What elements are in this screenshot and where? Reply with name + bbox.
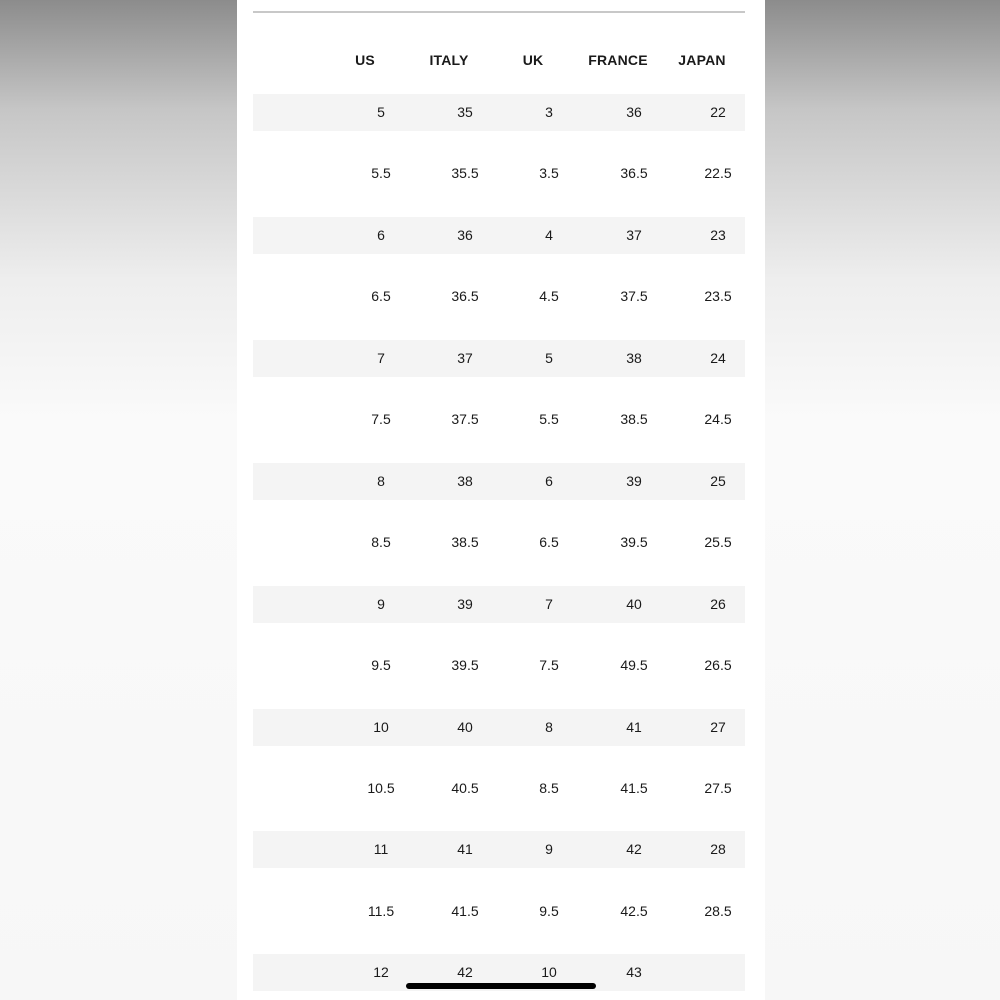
cell-uk: 7 — [545, 595, 553, 612]
cell-france: 38 — [626, 349, 642, 366]
cell-uk: 8.5 — [539, 779, 559, 796]
table-row — [253, 709, 745, 746]
cell-uk: 3 — [545, 104, 553, 120]
cell-us: 9.5 — [371, 657, 391, 674]
cell-italy: 37 — [457, 349, 473, 366]
cell-france: 42 — [626, 841, 642, 858]
cell-japan: 24.5 — [704, 411, 732, 428]
cell-france: 36.5 — [620, 165, 648, 182]
cell-italy: 40.5 — [451, 779, 479, 796]
cell-uk: 9.5 — [539, 902, 559, 919]
cell-japan: 27 — [710, 718, 726, 735]
cell-italy: 36 — [457, 226, 473, 243]
cell-japan: 23.5 — [704, 288, 732, 305]
cell-uk: 5.5 — [539, 411, 559, 428]
cell-us: 7.5 — [371, 411, 391, 428]
cell-us: 7 — [377, 349, 385, 366]
home-indicator[interactable] — [406, 983, 596, 989]
cell-japan: 23 — [710, 226, 726, 243]
table-row — [253, 401, 745, 438]
column-header-italy: ITALY — [429, 52, 469, 68]
column-header-uk: UK — [522, 52, 544, 68]
size-table-body — [253, 94, 745, 994]
cell-italy: 35 — [457, 104, 473, 120]
cell-us: 10 — [373, 718, 389, 735]
cell-italy: 39 — [457, 595, 473, 612]
cell-france: 41.5 — [620, 779, 648, 796]
table-row — [253, 217, 745, 254]
table-row — [253, 340, 745, 377]
cell-italy: 42 — [457, 964, 473, 981]
cell-france: 38.5 — [620, 411, 648, 428]
top-divider — [253, 11, 745, 13]
cell-france: 49.5 — [620, 657, 648, 674]
cell-us: 9 — [377, 595, 385, 612]
cell-uk: 8 — [545, 718, 553, 735]
cell-uk: 9 — [545, 841, 553, 858]
cell-us: 6.5 — [371, 288, 391, 305]
cell-japan: 26 — [710, 595, 726, 612]
cell-france: 42.5 — [620, 902, 648, 919]
cell-uk: 7.5 — [539, 657, 559, 674]
cell-uk: 10 — [541, 964, 557, 981]
cell-japan: 27.5 — [704, 779, 732, 796]
table-row — [253, 155, 745, 192]
table-row — [253, 893, 745, 930]
cell-us: 8 — [377, 472, 385, 489]
cell-us: 10.5 — [367, 779, 395, 796]
cell-italy: 38 — [457, 472, 473, 489]
cell-france: 43 — [626, 964, 642, 981]
cell-us: 6 — [377, 226, 385, 243]
cell-japan: 28.5 — [704, 902, 732, 919]
cell-uk: 5 — [545, 349, 553, 366]
cell-us: 8.5 — [371, 534, 391, 551]
cell-france: 37.5 — [620, 288, 648, 305]
cell-france: 39 — [626, 472, 642, 489]
cell-uk: 6.5 — [539, 534, 559, 551]
cell-japan: 24 — [710, 349, 726, 366]
cell-uk: 4.5 — [539, 288, 559, 305]
cell-france: 36 — [626, 104, 642, 120]
table-row — [253, 463, 745, 500]
cell-us: 11 — [373, 841, 389, 858]
cell-japan: 22.5 — [704, 165, 732, 182]
cell-uk: 4 — [545, 226, 553, 243]
cell-japan: 25.5 — [704, 534, 732, 551]
cell-italy: 41.5 — [451, 902, 479, 919]
table-row — [253, 831, 745, 868]
cell-italy: 39.5 — [451, 657, 479, 674]
cell-us: 11.5 — [367, 902, 395, 919]
table-row — [253, 278, 745, 315]
cell-uk: 6 — [545, 472, 553, 489]
cell-italy: 40 — [457, 718, 473, 735]
cell-italy: 41 — [457, 841, 473, 858]
cell-us: 5.5 — [371, 165, 391, 182]
size-chart-screen — [237, 0, 765, 1000]
table-row — [253, 94, 745, 131]
cell-us: 12 — [373, 964, 389, 981]
cell-italy: 38.5 — [451, 534, 479, 551]
cell-japan: 26.5 — [704, 657, 732, 674]
cell-italy: 36.5 — [451, 288, 479, 305]
table-header — [237, 46, 765, 74]
cell-france: 40 — [626, 595, 642, 612]
cell-france: 39.5 — [620, 534, 648, 551]
table-row — [253, 770, 745, 807]
background-right — [765, 0, 1000, 1000]
table-row — [253, 586, 745, 623]
cell-japan: 28 — [710, 841, 726, 858]
table-row — [253, 647, 745, 684]
background-left — [0, 0, 237, 1000]
cell-italy: 37.5 — [451, 411, 479, 428]
column-header-japan: JAPAN — [678, 52, 726, 68]
cell-japan: 22 — [710, 104, 726, 120]
cell-uk: 3.5 — [539, 165, 559, 182]
column-header-us: US — [355, 52, 375, 68]
cell-us: 5 — [377, 104, 385, 120]
cell-france: 37 — [626, 226, 642, 243]
cell-italy: 35.5 — [451, 165, 479, 182]
column-header-france: FRANCE — [588, 52, 648, 68]
cell-japan: 25 — [710, 472, 726, 489]
table-row — [253, 524, 745, 561]
cell-france: 41 — [626, 718, 642, 735]
